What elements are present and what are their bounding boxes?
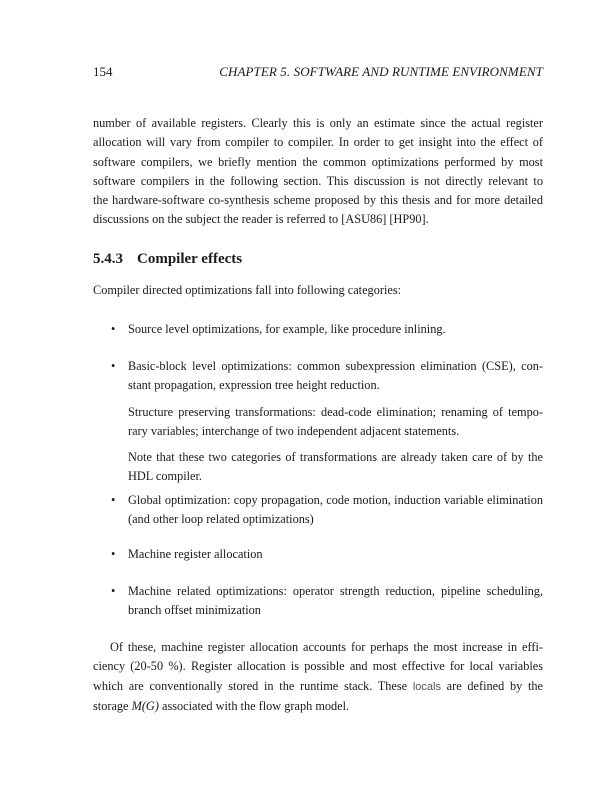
text-line: software compilers, we briefly mention the common optimizations performed by most	[93, 154, 543, 169]
text-line: number of available registers. Clearly this is only an estimate since the actual register	[93, 116, 543, 130]
text-line: rary variables; interchange of two independent adjacent statements.	[128, 424, 460, 439]
text-line: ciency (20-50 %). Register allocation is possible and most effective for local variables	[93, 659, 543, 674]
text-line: Structure preserving transformations: dead-code elimination; renaming of tempo-	[128, 405, 543, 419]
text-line	[93, 697, 543, 716]
text-line	[93, 677, 543, 697]
text-line: Note that these two categories of transformations are already taken care of by the	[128, 450, 543, 464]
text-line: Basic-block level optimizations: common subexpression elimination (CSE), con-	[128, 359, 543, 373]
text-line: allocation will vary from compiler to compiler. In order to get insight into the effect of	[93, 135, 543, 150]
sub-paragraph	[128, 448, 543, 487]
text-line	[93, 638, 543, 657]
section-number: 5.4.3	[93, 251, 123, 267]
intro-paragraph	[93, 114, 543, 230]
closing-paragraph	[93, 638, 543, 716]
bullet-icon: •	[111, 547, 116, 561]
text-line: HDL compiler.	[128, 469, 202, 484]
section-title: Compiler effects	[137, 251, 243, 267]
sub-paragraph	[128, 403, 543, 442]
text-span: storage	[93, 698, 132, 713]
text-line: Machine register allocation	[128, 547, 263, 561]
text-line: Source level optimizations, for example, like procedure inlining.	[128, 322, 446, 336]
bullet-icon: •	[111, 322, 116, 336]
text-line: the hardware-software co-synthesis scheme proposed by this thesis and for more detailed	[93, 193, 543, 208]
text-span: associated with the flow graph model.	[158, 698, 350, 713]
text-span: Of these, machine register allocation accounts for perhaps the most increase in effi-	[110, 640, 543, 654]
math-expression: M(G)	[131, 698, 159, 713]
text-line: Global optimization: copy propagation, code motion, induction variable elimination	[128, 493, 543, 507]
page-header	[93, 64, 543, 80]
page-number: 154	[93, 64, 113, 79]
text-line: (and other loop related optimizations)	[128, 512, 314, 527]
text-line: Machine related optimizations: operator strength reduction, pipeline scheduling,	[128, 584, 543, 598]
text-line: software compilers in the following section. This discussion is not directly relevant to	[93, 173, 543, 188]
section-intro: Compiler directed optimizations fall into following categories:	[93, 283, 402, 297]
bullet-icon: •	[111, 359, 116, 373]
text-span: which are conventionally stored in the runtime stack. These	[93, 678, 413, 693]
section-heading	[93, 251, 242, 268]
running-head: CHAPTER 5. SOFTWARE AND RUNTIME ENVIRONMENT	[219, 64, 543, 79]
text-span: are defined by the	[440, 678, 543, 693]
text-line: stant propagation, expression tree height reduction.	[128, 378, 380, 393]
text-line: branch offset minimization	[128, 603, 261, 618]
bullet-icon: •	[111, 493, 116, 507]
locals-term: locals	[412, 680, 441, 693]
text-line: discussions on the subject the reader is referred to [ASU86] [HP90].	[93, 212, 429, 227]
bullet-icon: •	[111, 584, 116, 598]
